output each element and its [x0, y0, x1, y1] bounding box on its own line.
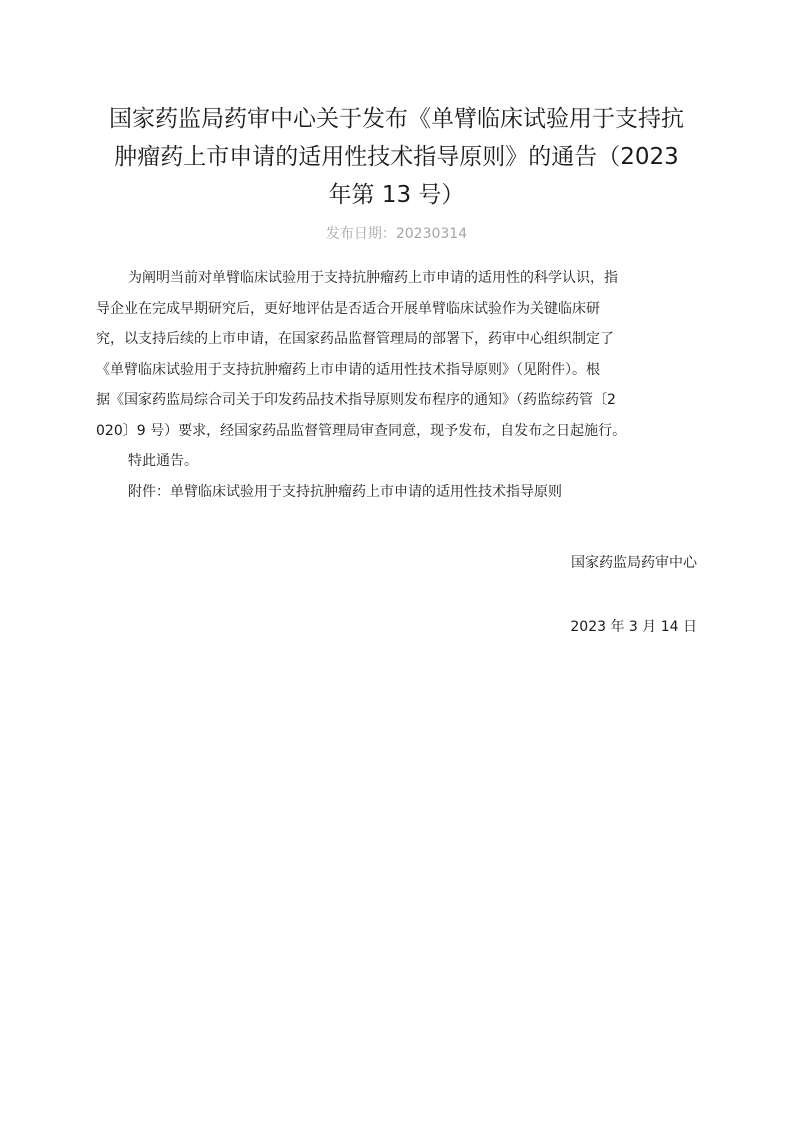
signature-date: 2023 年 3 月 14 日: [570, 619, 697, 635]
notice-title: [90, 100, 703, 214]
body-line: 020〕9 号）要求，经国家药品监督管理局审查同意，现予发布，自发布之日起施行。: [96, 422, 627, 439]
closing-line: 特此通告。: [128, 453, 198, 469]
body-line: 究，以支持后续的上市申请，在国家药品监督管理局的部署下，药审中心组织制定了: [96, 331, 614, 347]
notice-body: [96, 263, 696, 507]
body-line: 导企业在完成早期研究后，更好地评估是否适合开展单臂临床试验作为关键临床研: [96, 300, 600, 317]
attachment-line: 附件：单臂临床试验用于支持抗肿瘤药上市申请的适用性技术指导原则: [128, 483, 562, 500]
body-line: 据《国家药监局综合司关于印发药品技术指导原则发布程序的通知》（药监综药管〔2: [96, 392, 616, 408]
title-line: 肿瘤药上市申请的适用性技术指导原则》的通告（2023: [114, 144, 679, 170]
publish-date: 发布日期：20230314: [325, 226, 468, 242]
title-line: 国家药监局药审中心关于发布《单臂临床试验用于支持抗: [109, 106, 684, 132]
body-line: 为阐明当前对单臂临床试验用于支持抗肿瘤药上市申请的适用性的科学认识，指: [128, 270, 618, 286]
body-line: 《单臂临床试验用于支持抗肿瘤药上市申请的适用性技术指导原则》（见附件）。根: [96, 361, 600, 378]
title-line: 年第 13 号）: [328, 182, 465, 208]
signature-organization: 国家药监局药审中心: [571, 555, 697, 571]
